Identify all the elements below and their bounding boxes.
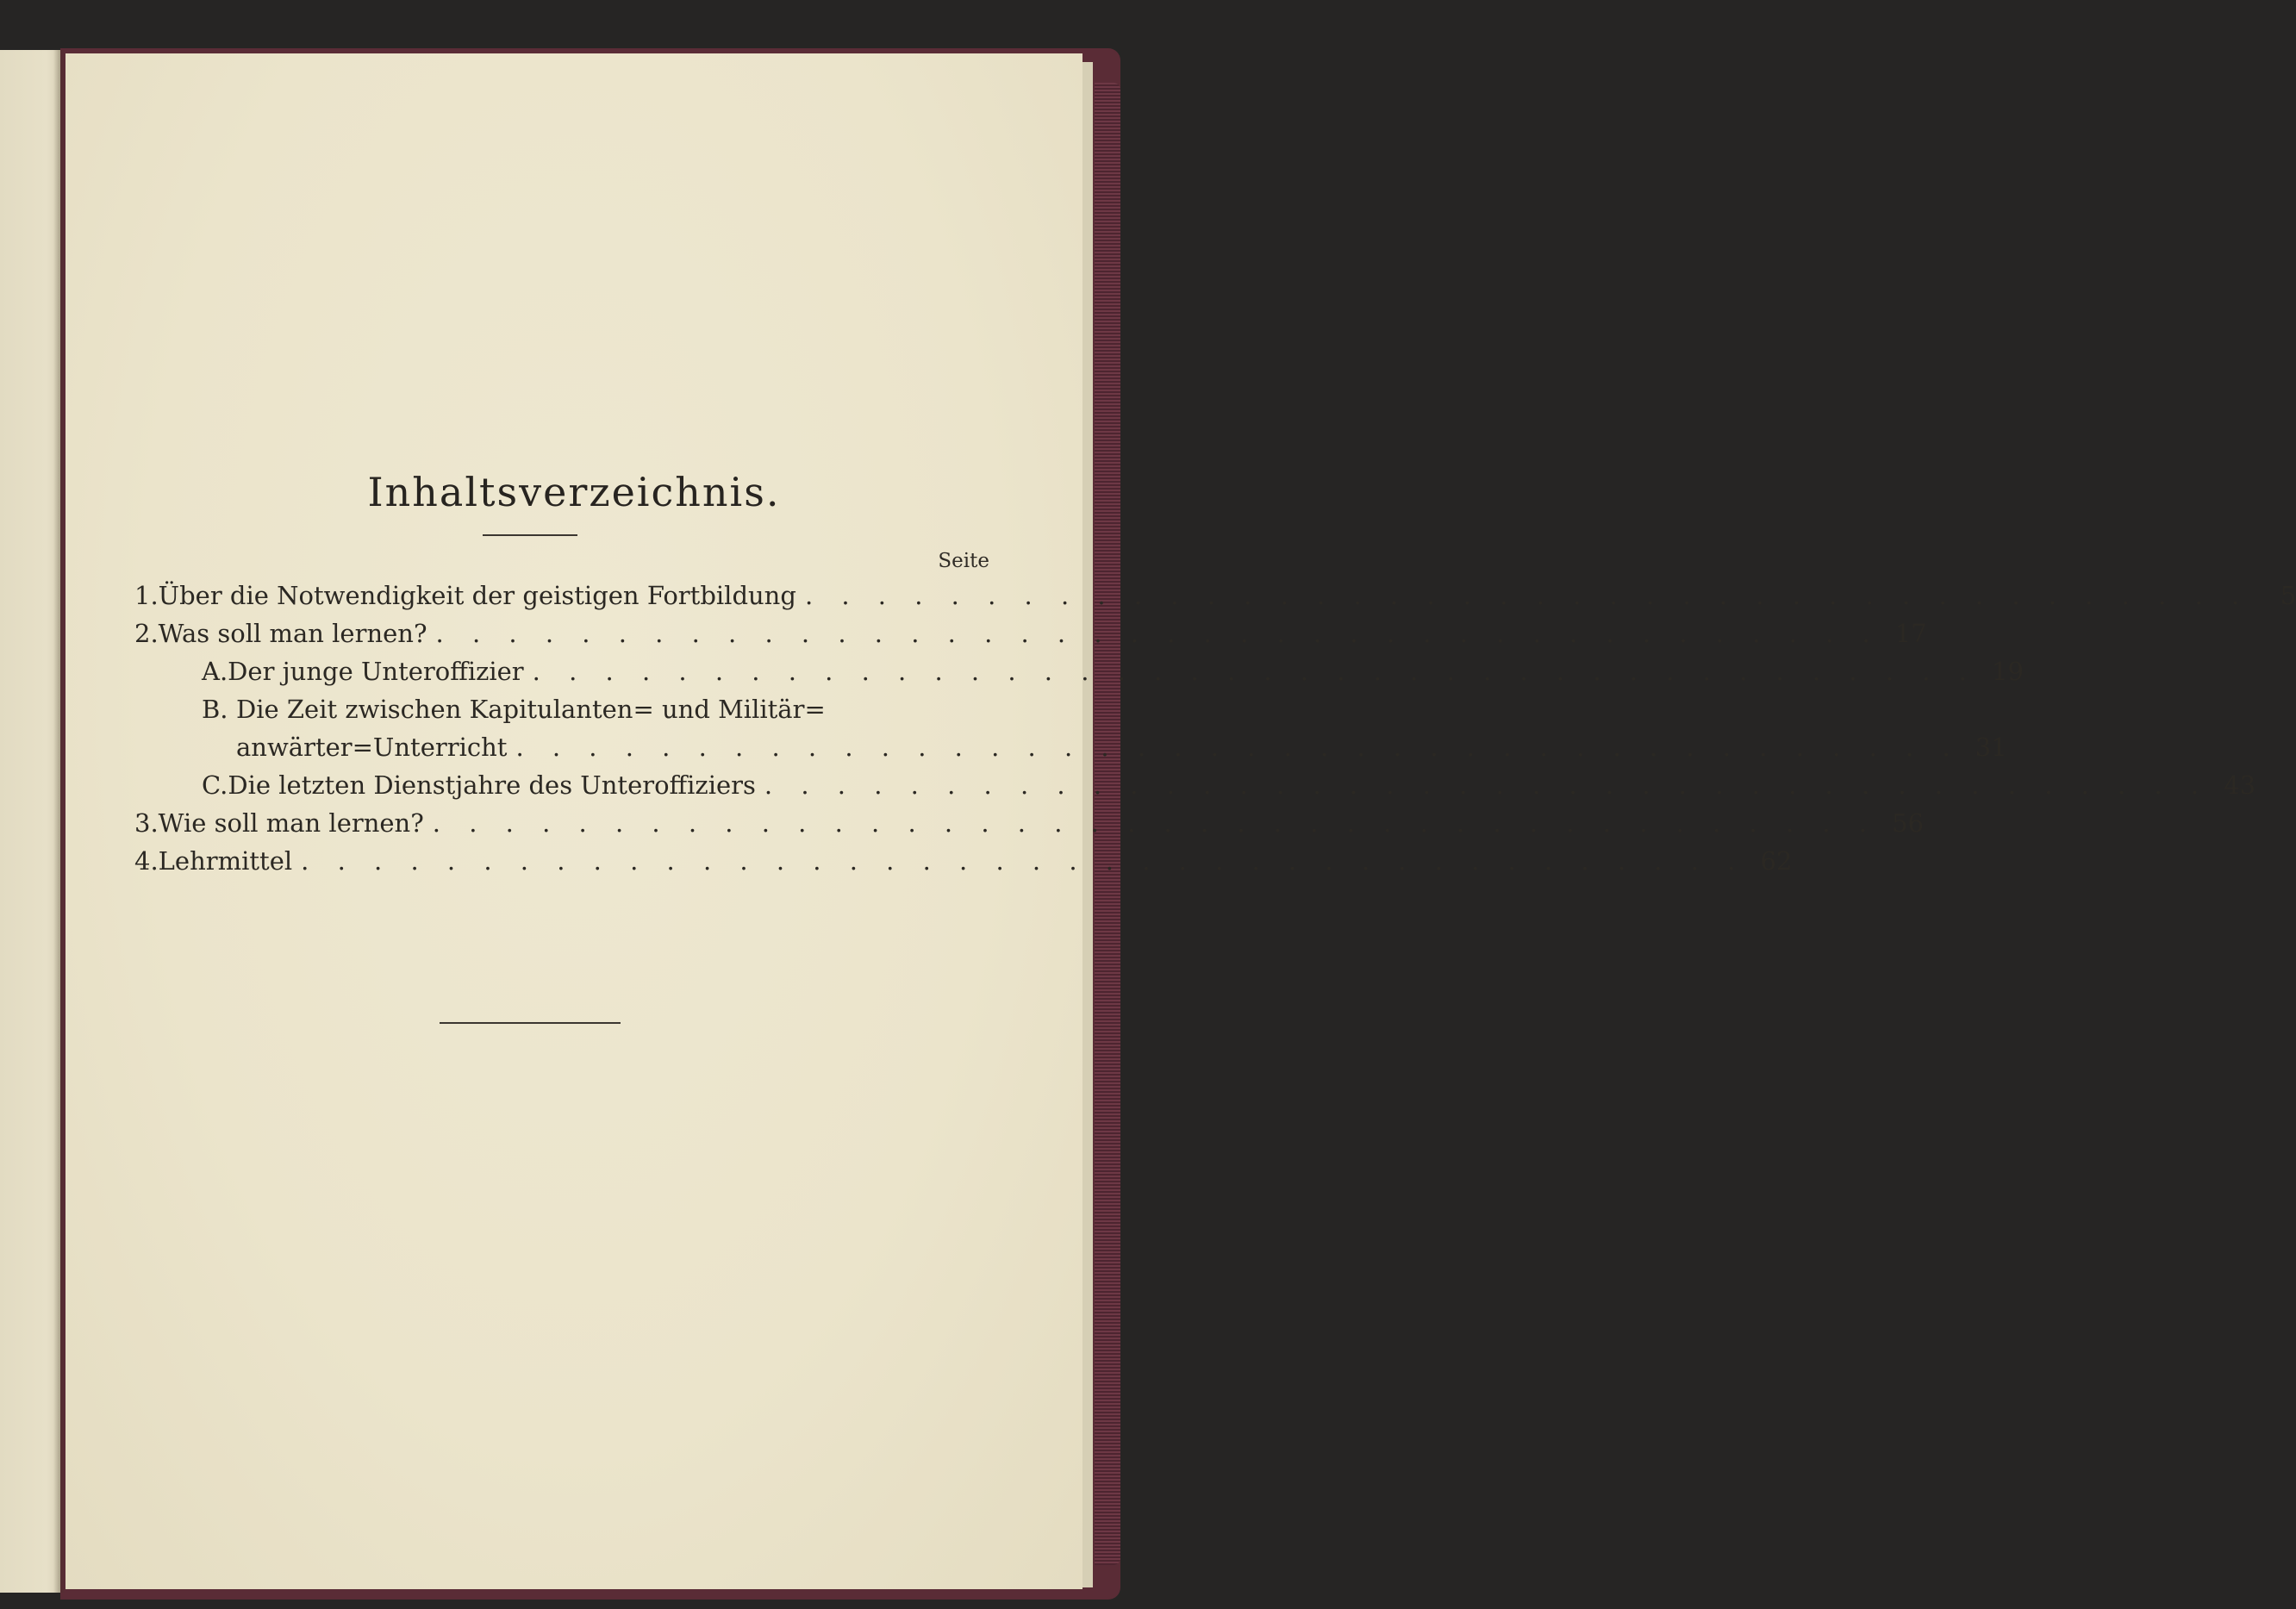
toc-entry — [236, 733, 2007, 762]
toc-title: Inhaltsverzeichnis. — [367, 469, 781, 515]
entry-page: 56 — [1892, 808, 1925, 838]
toc-entry — [134, 808, 1925, 838]
leader-dots: . . . . . . . . . . . . . . . . . . . . . . . . . . . . . . . . . . . . . . . . — [301, 846, 1746, 876]
entry-page: 43 — [2224, 770, 2256, 800]
book-gutter — [53, 50, 66, 1593]
leader-dots: . . . . . . . . . . . . . . . . . . . . . . . . . . . . . . . . . . . . . . . . — [804, 581, 2250, 610]
closing-rule — [440, 1022, 621, 1024]
entry-text: Die Zeit zwischen Kapitulanten= und Militär= — [236, 695, 826, 724]
entry-text: Wie soll man lernen? — [158, 808, 424, 838]
book-page — [66, 53, 2296, 1589]
entry-number: C. — [202, 770, 228, 800]
toc-entry — [134, 581, 2296, 610]
leader-dots: . . . . . . . . . . . . . . . . . . . . . . . . . . . . . . . . . . . . . . . . — [764, 770, 2210, 800]
page-column-label: Seite — [938, 550, 989, 572]
entry-number: B. — [202, 695, 228, 724]
toc-entry — [202, 695, 989, 724]
entry-number: 1. — [134, 581, 159, 610]
entry-number: 3. — [134, 808, 159, 838]
toc-entry — [202, 657, 2024, 686]
leader-dots: . . . . . . . . . . . . . . . . . . . . . . . . . . . . . . . . . . . . . . . . — [435, 619, 1881, 648]
entry-page: 62 — [1760, 846, 1793, 876]
toc-entry — [202, 770, 2256, 800]
entry-number: 2. — [134, 619, 159, 648]
entry-page: 19 — [1992, 657, 2024, 686]
entry-page: 31 — [1975, 733, 2007, 762]
toc-entry — [134, 619, 1927, 648]
entry-text: Was soll man lernen? — [158, 619, 427, 648]
entry-number: 4. — [134, 846, 159, 876]
leader-dots: . . . . . . . . . . . . . . . . . . . . . . . . . . . . . . . . . . . . . . . . — [515, 733, 1961, 762]
entry-page: 5 — [2280, 581, 2296, 610]
leader-dots: . . . . . . . . . . . . . . . . . . . . . . . . . . . . . . . . . . . . . . . . — [432, 808, 1878, 838]
title-rule — [483, 534, 577, 536]
entry-text: Über die Notwendigkeit der geistigen Fortbildung — [158, 581, 796, 610]
entry-page: 17 — [1894, 619, 1927, 648]
entry-text: Der junge Unteroffizier — [228, 657, 524, 686]
entry-text: anwärter=Unterricht — [236, 733, 508, 762]
entry-text: Die letzten Dienstjahre des Unteroffiziers — [228, 770, 756, 800]
toc-entry — [134, 846, 1793, 876]
entry-text: Lehrmittel — [158, 846, 293, 876]
entry-number: A. — [202, 657, 228, 686]
leader-dots: . . . . . . . . . . . . . . . . . . . . . . . . . . . . . . . . . . . . . . . . — [532, 657, 1977, 686]
